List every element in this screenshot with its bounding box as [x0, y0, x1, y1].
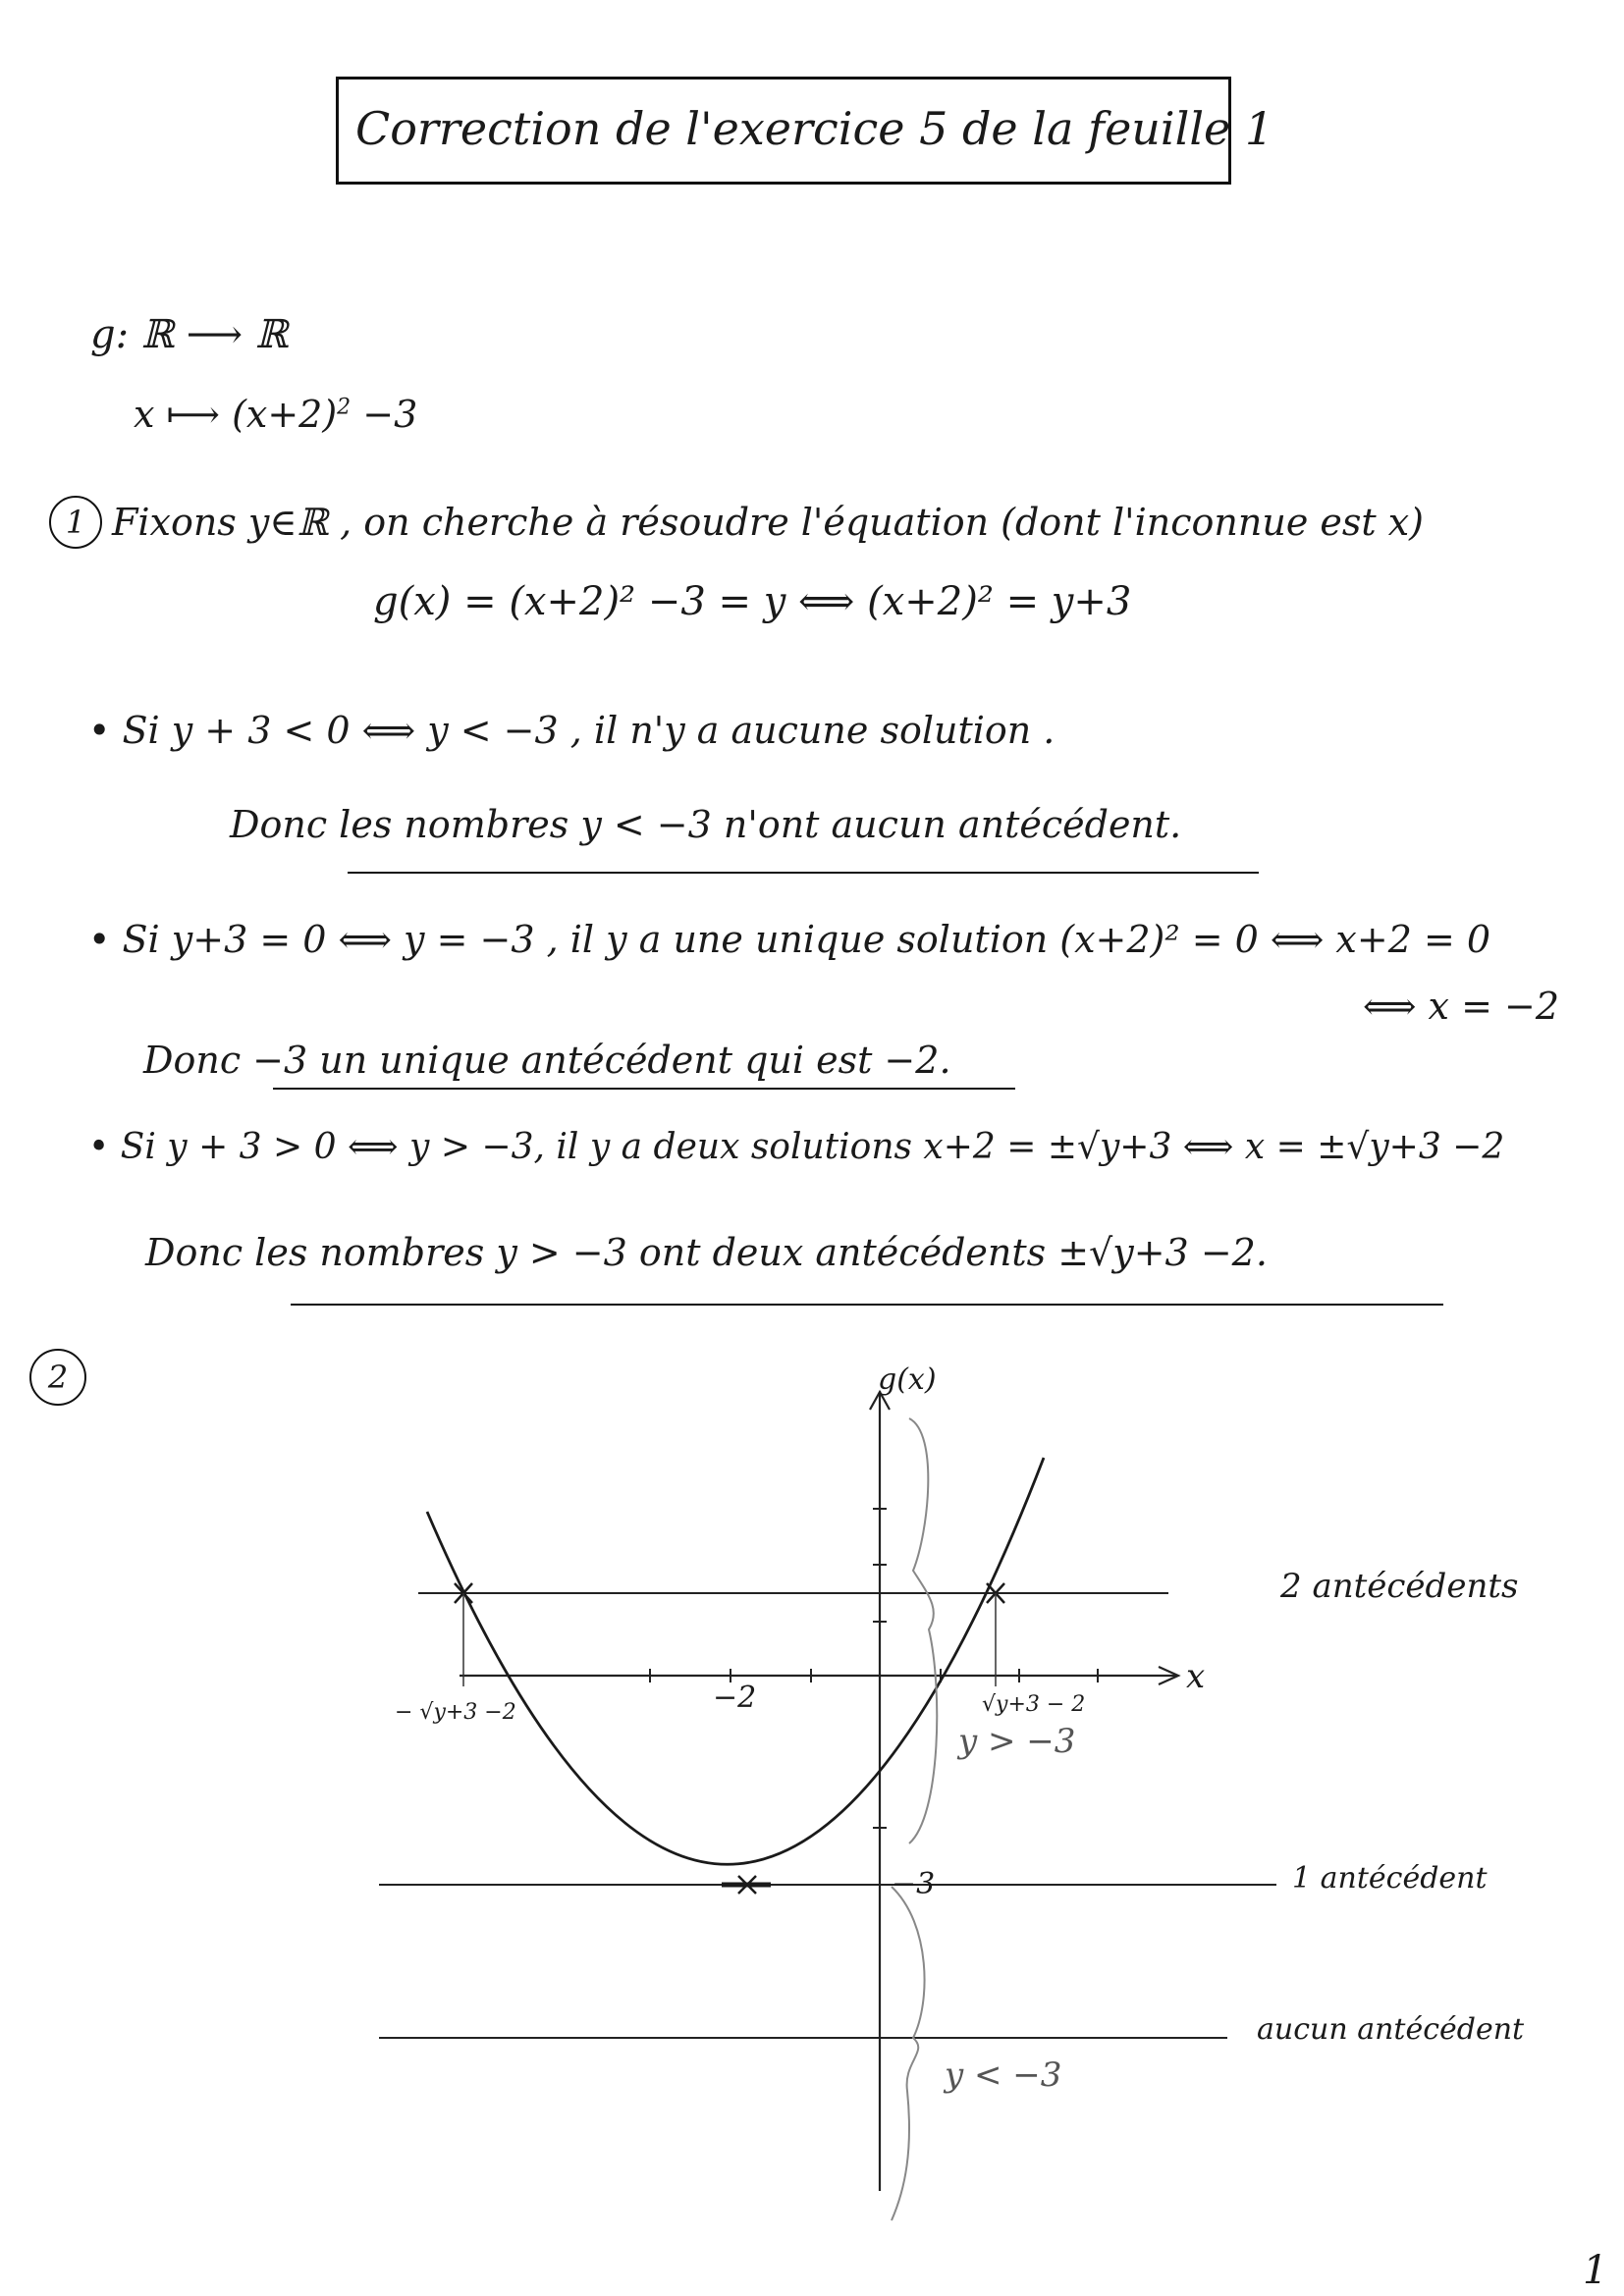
- definition-line-2-base: x ⟼ (x+2): [134, 393, 338, 436]
- case-2-conclusion: Donc −3 un unique antécédent qui est −2.: [143, 1039, 951, 1082]
- band-label-no-antecedent: aucun antécédent: [1257, 2012, 1525, 2047]
- part-1-equation: g(x) = (x+2)² −3 = y ⟺ (x+2)² = y+3: [373, 579, 1132, 624]
- case-2-line: • Si y+3 = 0 ⟺ y = −3 , il y a une unique solution (x+2)² = 0 ⟺ x+2 = 0: [88, 918, 1491, 961]
- definition-line-2-exponent: 2: [337, 395, 352, 420]
- upper-region-label: y > −3: [958, 1722, 1076, 1761]
- definition-line-2-tail: −3: [351, 393, 418, 436]
- page-title: Correction de l'exercice 5 de la feuille 1: [355, 102, 1274, 155]
- left-root-label: − √y+3 −2: [395, 1700, 516, 1725]
- band-label-one-antecedent: 1 antécédent: [1292, 1861, 1488, 1896]
- upper-brace: [909, 1418, 937, 1843]
- case-2-line-b: ⟺ x = −2: [1363, 985, 1560, 1028]
- x-axis-label: x: [1186, 1657, 1206, 1696]
- case-1-conclusion: Donc les nombres y < −3 n'ont aucun antécédent.: [230, 803, 1182, 846]
- tick-label-neg2: −2: [713, 1681, 757, 1715]
- case-1-line: • Si y + 3 < 0 ⟺ y < −3 , il n'y a aucune solution .: [88, 709, 1056, 752]
- parabola-curve: [427, 1458, 1044, 1864]
- part-1-number: 1: [49, 496, 102, 549]
- right-root-label: √y+3 − 2: [982, 1692, 1086, 1717]
- tick-label-neg3: −3: [892, 1867, 936, 1901]
- case-3-line: • Si y + 3 > 0 ⟺ y > −3, il y a deux solutions x+2 = ±√y+3 ⟺ x = ±√y+3 −2: [88, 1127, 1505, 1167]
- lower-brace: [892, 1887, 925, 2220]
- part-2-number: 2: [29, 1349, 86, 1406]
- case-3-conclusion: Donc les nombres y > −3 ont deux antécédents ±√y+3 −2.: [145, 1231, 1268, 1274]
- band-label-two-antecedents: 2 antécédents: [1280, 1567, 1519, 1606]
- definition-line-1: g: ℝ ⟶ ℝ: [90, 312, 289, 357]
- lower-region-label: y < −3: [945, 2056, 1062, 2095]
- part-1-intro: Fixons y∈ℝ , on cherche à résoudre l'équation (dont l'inconnue est x): [112, 501, 1424, 544]
- y-axis-label: g(x): [878, 1362, 937, 1397]
- page-number: 1: [1583, 2248, 1608, 2293]
